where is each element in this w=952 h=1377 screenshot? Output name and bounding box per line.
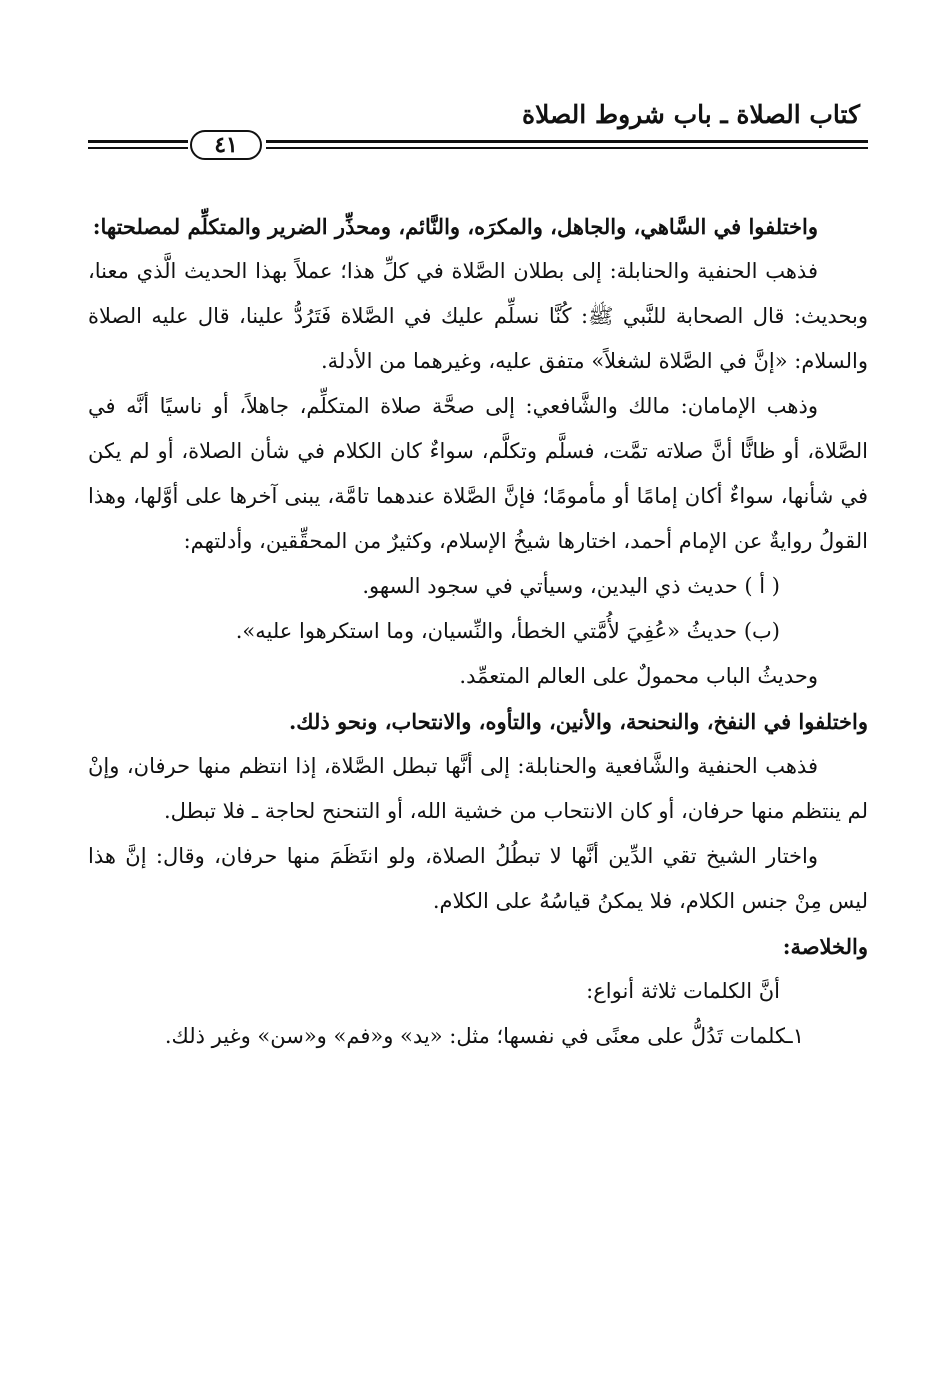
paragraph: واختلفوا في النفخ، والنحنحة، والأنين، والتأوه، والانتحاب، ونحو ذلك. <box>288 709 868 734</box>
chapter-title: كتاب الصلاة ـ باب شروط الصلاة <box>521 100 860 129</box>
header-rule <box>266 147 868 149</box>
header-rule <box>88 147 188 149</box>
paragraph: وحديثُ الباب محمولٌ على العالم المتعمِّد. <box>459 664 818 688</box>
page-number: ٤١ <box>190 130 262 160</box>
paragraph: واختار الشيخ تقي الدِّين أنَّها لا تبطُلُ الصلاة، ولو انتَظَمَ منها حرفان، وقال: إنَّ هذا ليس مِنْ جنس الكلام، فلا يمكنُ قياسُهُ على الكلام. <box>88 844 868 913</box>
paragraph: وذهب الإمامان: مالك والشَّافعي: إلى صحَّة صلاة المتكلِّم، جاهلاً، أو ناسيًا أنَّه في الصَّلاة، أو ظانًّا أنَّ صلاته تمَّت، فسلَّم وتكلَّم، سواءٌ كان الكلام في شأن الصلاة، أو لم يكن في شأنها، سواءٌ أكان إمامًا أو مأمومًا؛ فإنَّ الصَّلاة عندهما تامَّة، يبنى آخرها على أوَّلها، وهذا القولُ روايةٌ عن الإمام أحمد، اختارها شيخُ الإسلام، وكثيرٌ من المحقِّقين، وأدلتهم: <box>88 394 868 553</box>
list-item: ١ـكلمات تَدُلُّ على معنًى في نفسها؛ مثل: «يد» و«فم» و«سن» وغير ذلك. <box>164 1024 804 1048</box>
page <box>88 100 868 1059</box>
paragraph: فذهب الحنفية والحنابلة: إلى بطلان الصَّلاة في كلِّ هذا؛ عملاً بهذا الحديث الَّذي معنا، وبحديث: قال الصحابة للنَّبي ﷺ: كُنَّا نسلِّم عليك في الصَّلاة فَتَرُدُّ علينا، قال عليه الصلاة والسلام: «إنَّ في الصَّلاة لشغلاً» متفق عليه، وغيرهما من الأدلة. <box>88 259 868 373</box>
summary-heading: والخلاصة: <box>782 934 868 959</box>
header-rule <box>88 140 188 143</box>
paragraph: واختلفوا في السَّاهي، والجاهل، والمكرَه، والنَّائم، ومحذِّر الضرير والمتكلِّم لمصلحتها: <box>92 214 818 239</box>
list-item: ( أ ) حديث ذي اليدين، وسيأتي في سجود السهو. <box>362 574 780 598</box>
paragraph: أنَّ الكلمات ثلاثة أنواع: <box>586 979 780 1003</box>
running-header <box>88 100 868 160</box>
list-item: (ب) حديثُ «عُفِيَ لأُمَّتي الخطأ، والنِّسيان، وما استكرهوا عليه». <box>235 619 780 643</box>
paragraph: فذهب الحنفية والشَّافعية والحنابلة: إلى أنَّها تبطل الصَّلاة، إذا انتظم منها حرفان، وإنْ لم ينتظم منها حرفان، أو كان الانتحاب من خشية الله، أو التنحنح لحاجة ـ فلا تبطل. <box>88 754 868 823</box>
main-text <box>88 204 868 1059</box>
header-rule <box>266 140 868 143</box>
